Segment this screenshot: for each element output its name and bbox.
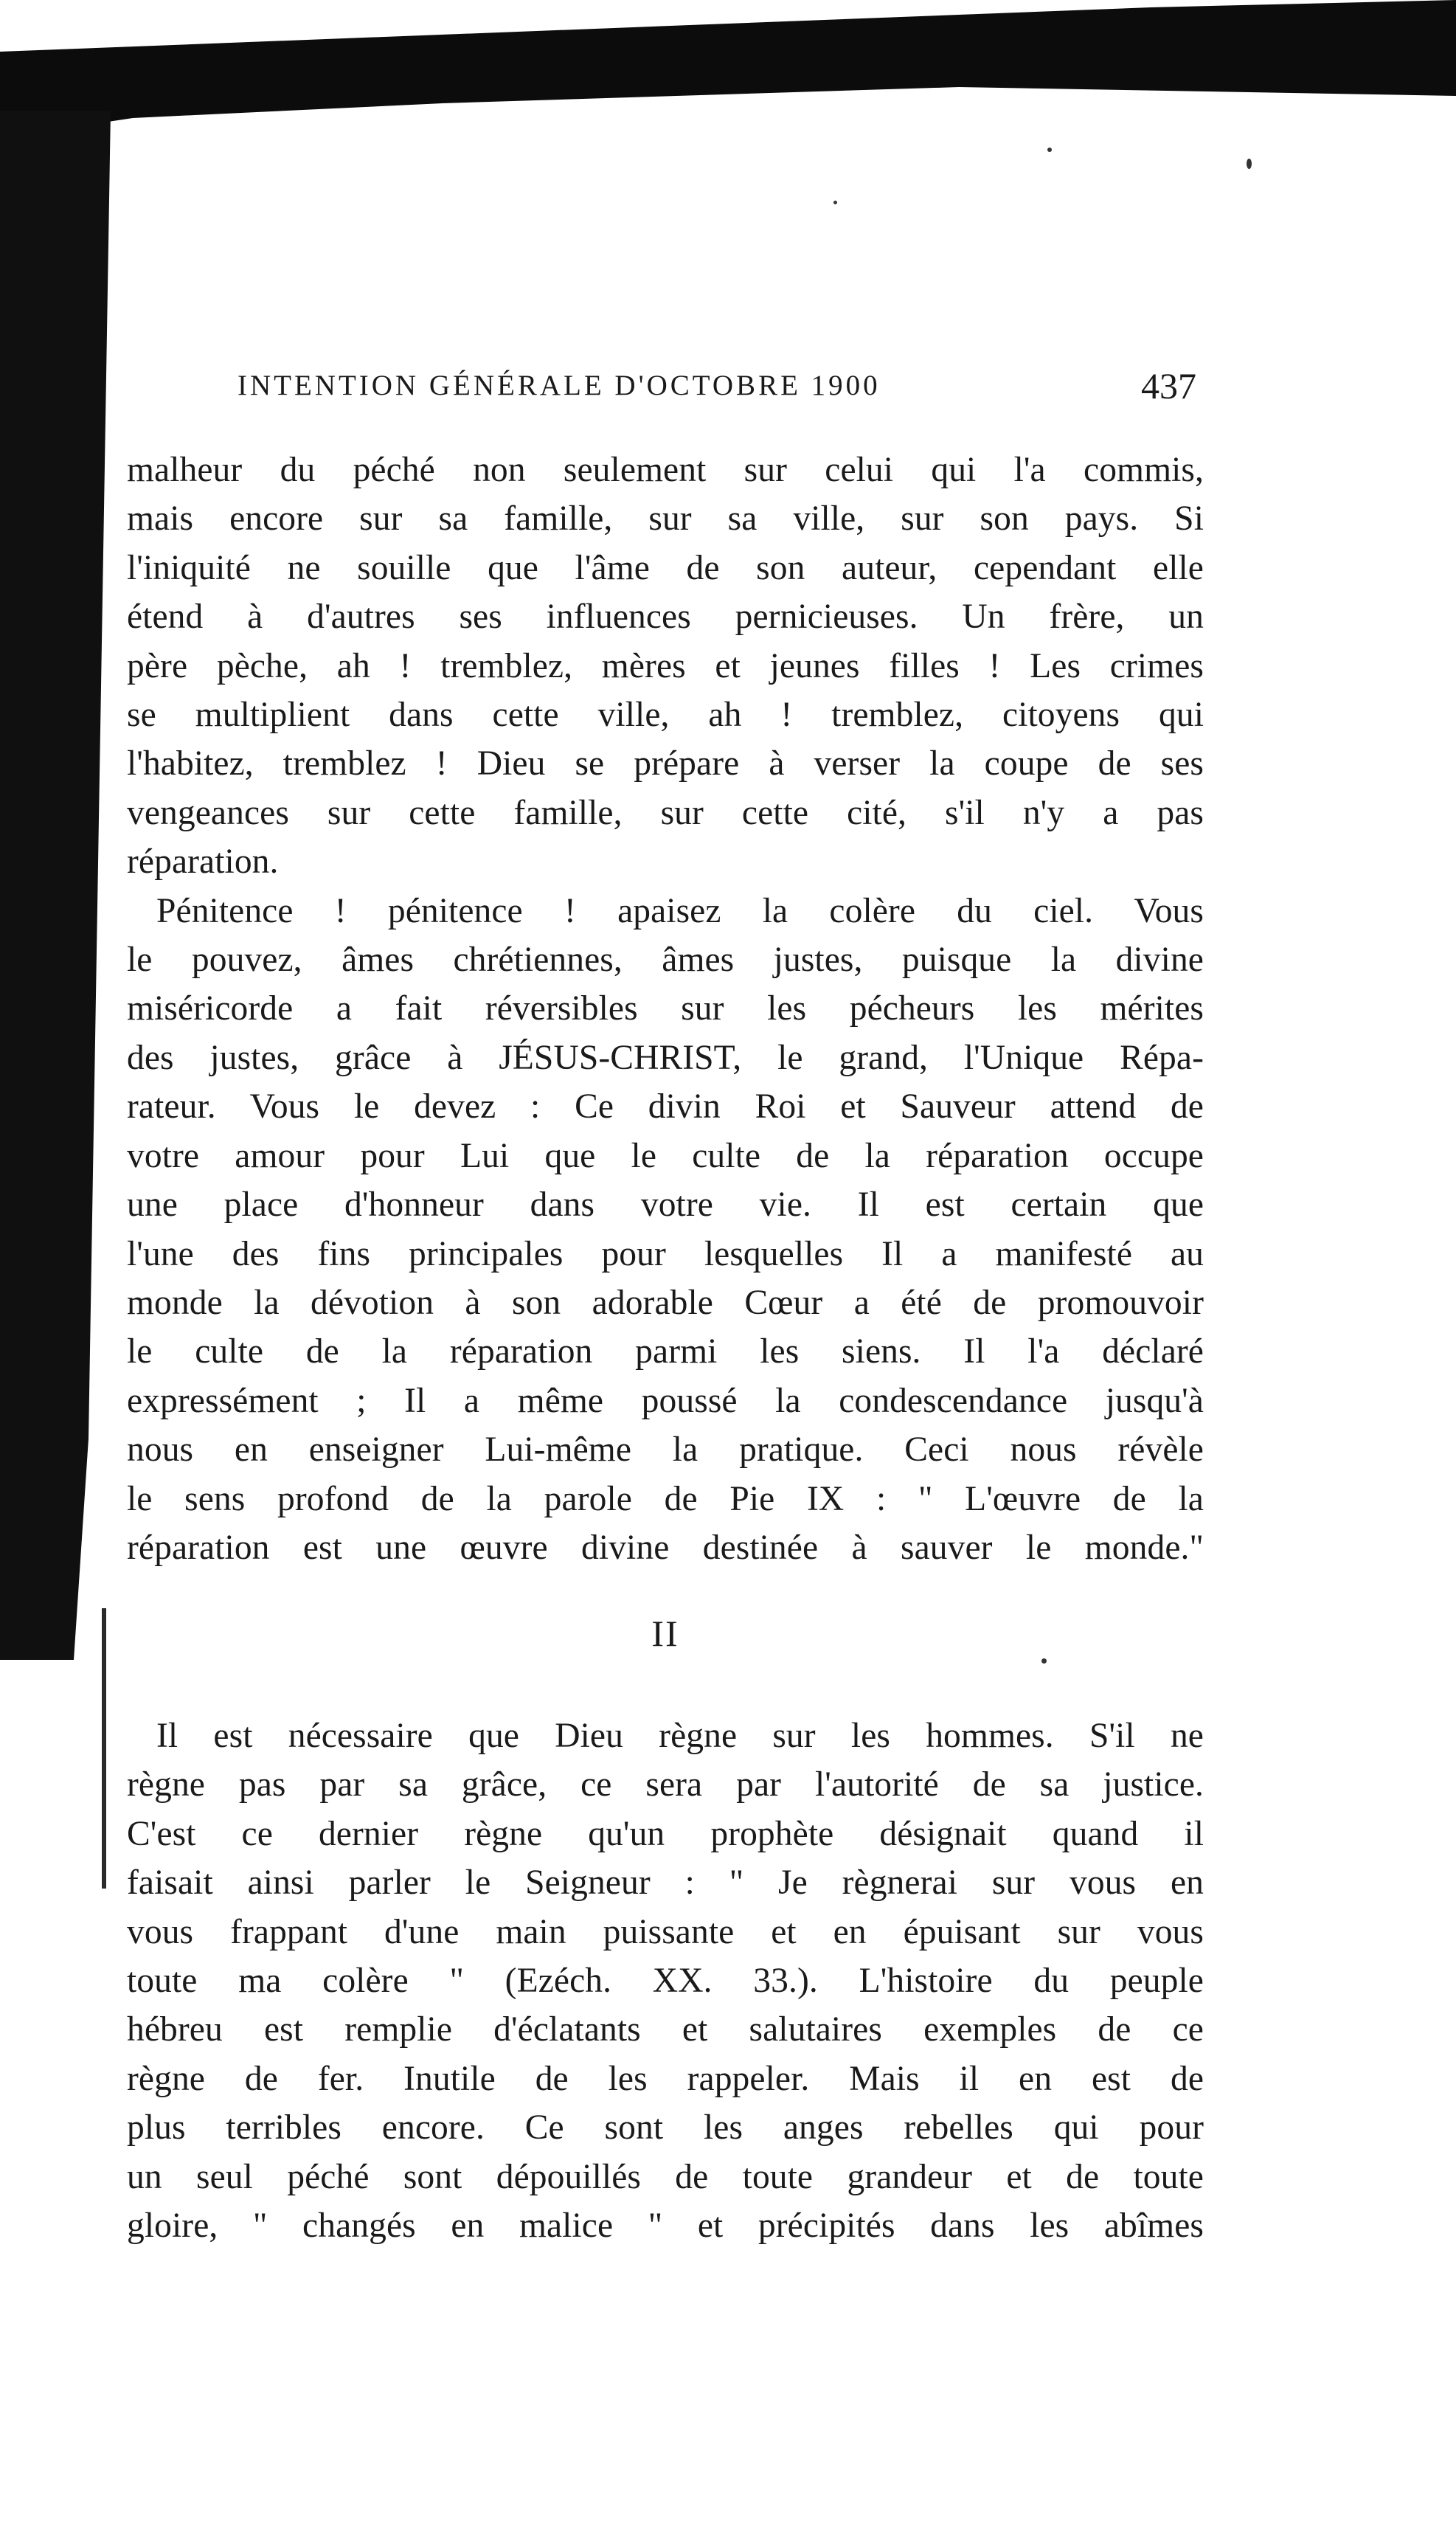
running-title: INTENTION GÉNÉRALE D'OCTOBRE 1900 (238, 370, 881, 401)
text-line: miséricorde a fait réversibles sur les pécheurs les mérites (127, 989, 1204, 1028)
text-line: réparation est une œuvre divine destinée à sauver le monde." (127, 1528, 1204, 1567)
running-head (238, 365, 1196, 413)
scan-edge-left (0, 111, 111, 1660)
text-line: un seul péché sont dépouillés de toute grandeur et de toute (127, 2157, 1204, 2196)
text-line: mais encore sur sa famille, sur sa ville, sur son pays. Si (127, 499, 1204, 539)
text-line: expressément ; Il a même poussé la condescendance jusqu'à (127, 1381, 1204, 1420)
text-line: règne pas par sa grâce, ce sera par l'autorité de sa justice. (127, 1765, 1204, 1804)
text-line: l'habitez, tremblez ! Dieu se prépare à verser la coupe de ses (127, 744, 1204, 783)
text-block-upper (127, 446, 1204, 1572)
text-line: l'iniquité ne souille que l'âme de son auteur, cependant elle (127, 548, 1204, 587)
text-line: monde la dévotion à son adorable Cœur a été de promouvoir (127, 1283, 1204, 1322)
text-line: faisait ainsi parler le Seigneur : " Je règnerai sur vous en (127, 1863, 1204, 1903)
text-line: toute ma colère " (Ezéch. XX. 33.). L'histoire du peuple (127, 1962, 1204, 2001)
text-line: nous en enseigner Lui-même la pratique. Ceci nous révèle (127, 1430, 1204, 1470)
paragraph-2 (127, 887, 1204, 1573)
text-line: C'est ce dernier règne qu'un prophète désignait quand il (127, 1814, 1204, 1853)
paragraph-1 (127, 446, 1204, 887)
text-line: étend à d'autres ses influences pernicieuses. Un frère, un (127, 598, 1204, 637)
section-heading: II (651, 1613, 679, 1654)
scan-speck (833, 201, 837, 204)
text-line: père pèche, ah ! tremblez, mères et jeunes filles ! Les crimes (127, 646, 1204, 685)
text-block-lower (127, 1711, 1204, 2250)
text-line: hébreu est remplie d'éclatants et salutaires exemples de ce (127, 2010, 1204, 2049)
scan-speck (1047, 148, 1052, 152)
text-line: gloire, " changés en malice " et précipités dans les abîmes (127, 2207, 1204, 2246)
text-line: vengeances sur cette famille, sur cette cité, s'il n'y a pas (127, 793, 1204, 832)
scan-speck (1247, 159, 1252, 169)
text-line: réparation. (127, 842, 279, 882)
text-line: se multiplient dans cette ville, ah ! tremblez, citoyens qui (127, 696, 1204, 735)
text-line: une place d'honneur dans votre vie. Il est certain que (127, 1186, 1204, 1225)
text-line: rateur. Vous le devez : Ce divin Roi et Sauveur attend de (127, 1087, 1204, 1126)
text-line: Il est nécessaire que Dieu règne sur les hommes. S'il ne (156, 1717, 1204, 1755)
scan-speck (1041, 1658, 1047, 1664)
text-line: le sens profond de la parole de Pie IX : " L'œuvre de la (127, 1479, 1204, 1518)
text-line: plus terribles encore. Ce sont les anges rebelles qui pour (127, 2108, 1204, 2147)
text-line: votre amour pour Lui que le culte de la réparation occupe (127, 1136, 1204, 1175)
page-number: 437 (1141, 365, 1196, 406)
text-line: vous frappant d'une main puissante et en épuisant sur vous (127, 1912, 1204, 1951)
text-line: malheur du péché non seulement sur celui qui l'a commis, (127, 451, 1204, 489)
text-line: le pouvez, âmes chrétiennes, âmes justes, puisque la divine (127, 941, 1204, 980)
text-line: l'une des fins principales pour lesquelles Il a manifesté au (127, 1234, 1204, 1273)
scan-edge-top (0, 0, 1456, 140)
text-line: le culte de la réparation parmi les siens. Il l'a déclaré (127, 1332, 1204, 1371)
text-line: Pénitence ! pénitence ! apaisez la colère du ciel. Vous (156, 891, 1204, 930)
paragraph-3 (127, 1711, 1204, 2250)
text-line: des justes, grâce à JÉSUS-CHRIST, le grand, l'Unique Répa- (127, 1038, 1204, 1077)
text-line: règne de fer. Inutile de les rappeler. Mais il en est de (127, 2059, 1204, 2098)
